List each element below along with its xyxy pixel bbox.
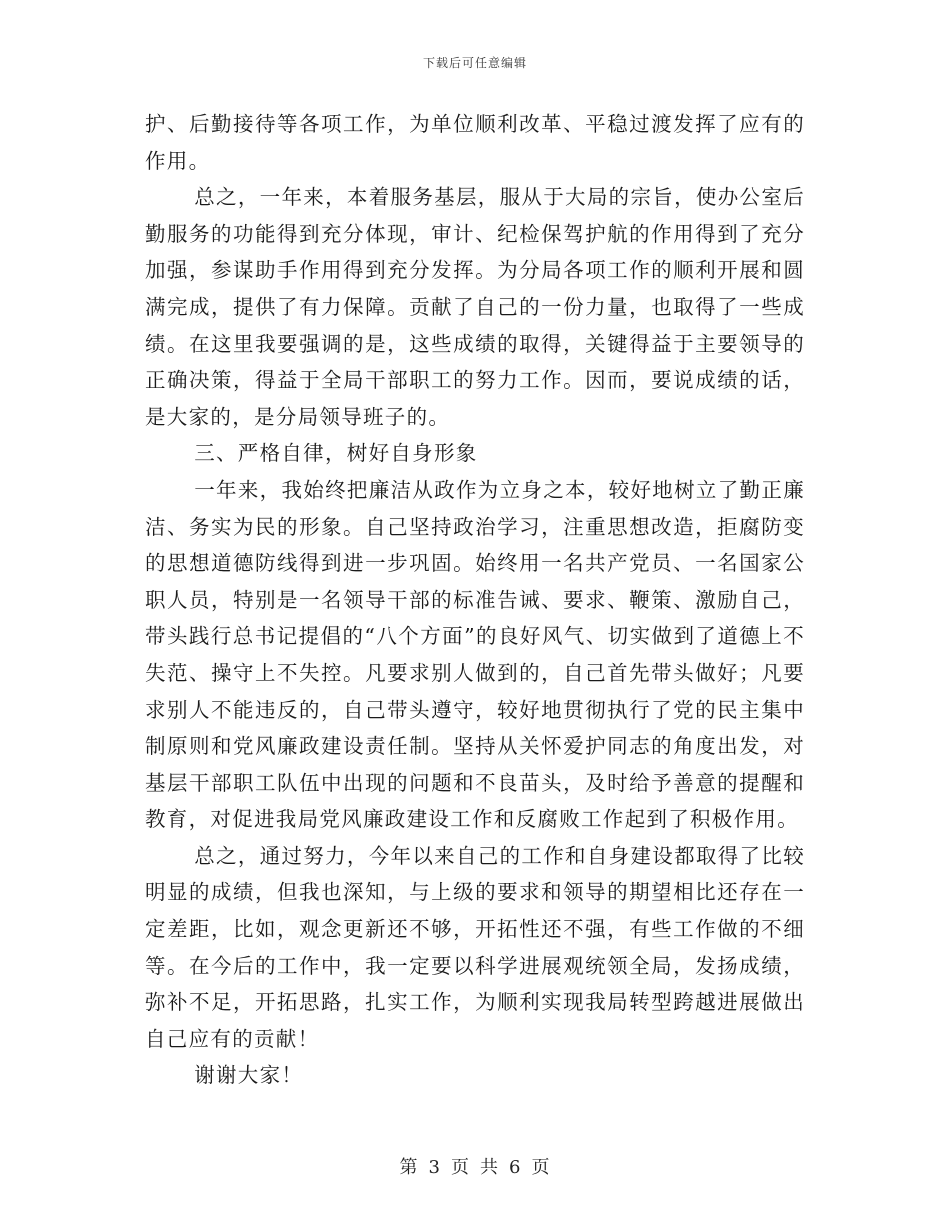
paragraph-thanks: 谢谢大家！ xyxy=(194,1063,304,1088)
footer-suffix: 页 xyxy=(531,1157,551,1178)
document-body xyxy=(145,106,805,1094)
paragraph-summary-1: 总之，一年来，本着服务基层，服从于大局的宗旨，使办公室后勤服务的功能得到充分体现，审计、纪检保驾护航的作用得到了充分加强，参谋助手作用得到充分发挥。为分局各项工作的顺利开展和圆满完成，提供了有力保障。贡献了自己的一份力量，也取得了一些成绩。在这里我要强调的是，这些成绩的取得，关键得益于主要领导的正确决策，得益于全局干部职工的努力工作。因而，要说成绩的话，是大家的，是分局领导班子的。 xyxy=(145,185,805,429)
footer-current-page: 3 xyxy=(428,1157,441,1178)
paragraph-continuation: 护、后勤接待等各项工作，为单位顺利改革、平稳过渡发挥了应有的作用。 xyxy=(145,112,805,173)
footer-total-word: 共 xyxy=(480,1157,499,1178)
paragraph-self-discipline: 一年来，我始终把廉洁从政作为立身之本，较好地树立了勤正廉洁、务实为民的形象。自己坚持政治学习，注重思想改造，拒腐防变的思想道德防线得到进一步巩固。始终用一名共产党员、一名国家公职人员，特别是一名领导干部的标准告诫、要求、鞭策、激励自己，带头践行总书记提倡的“八个方面”的良好风气、切实做到了道德上不失范、操守上不失控。凡要求别人做到的，自己首先带头做好；凡要求别人不能违反的，自己带头遵守，较好地贯彻执行了党的民主集中制原则和党风廉政建设责任制。坚持从关怀爱护同志的角度出发，对基层干部职工队伍中出现的问题和不良苗头，及时给予善意的提醒和教育，对促进我局党风廉政建设工作和反腐败工作起到了积极作用。 xyxy=(145,477,805,832)
footer-total-pages: 6 xyxy=(509,1157,522,1178)
page-header: 下载后可任意编辑 xyxy=(422,56,527,70)
page-footer xyxy=(0,1153,950,1179)
section-heading-3: 三、严格自律，树好自身形象 xyxy=(194,441,478,466)
footer-prefix: 第 xyxy=(399,1157,419,1178)
footer-page-word: 页 xyxy=(451,1157,470,1178)
paragraph-summary-2: 总之，通过努力，今年以来自己的工作和自身建设都取得了比较明显的成绩，但我也深知，与上级的要求和领导的期望相比还存在一定差距，比如，观念更新还不够，开拓性还不强，有些工作做的不细等。在今后的工作中，我一定要以科学进展观统领全局，发扬成绩，弥补不足，开拓思路，扎实工作，为顺利实现我局转型跨越进展做出自己应有的贡献！ xyxy=(145,843,805,1051)
